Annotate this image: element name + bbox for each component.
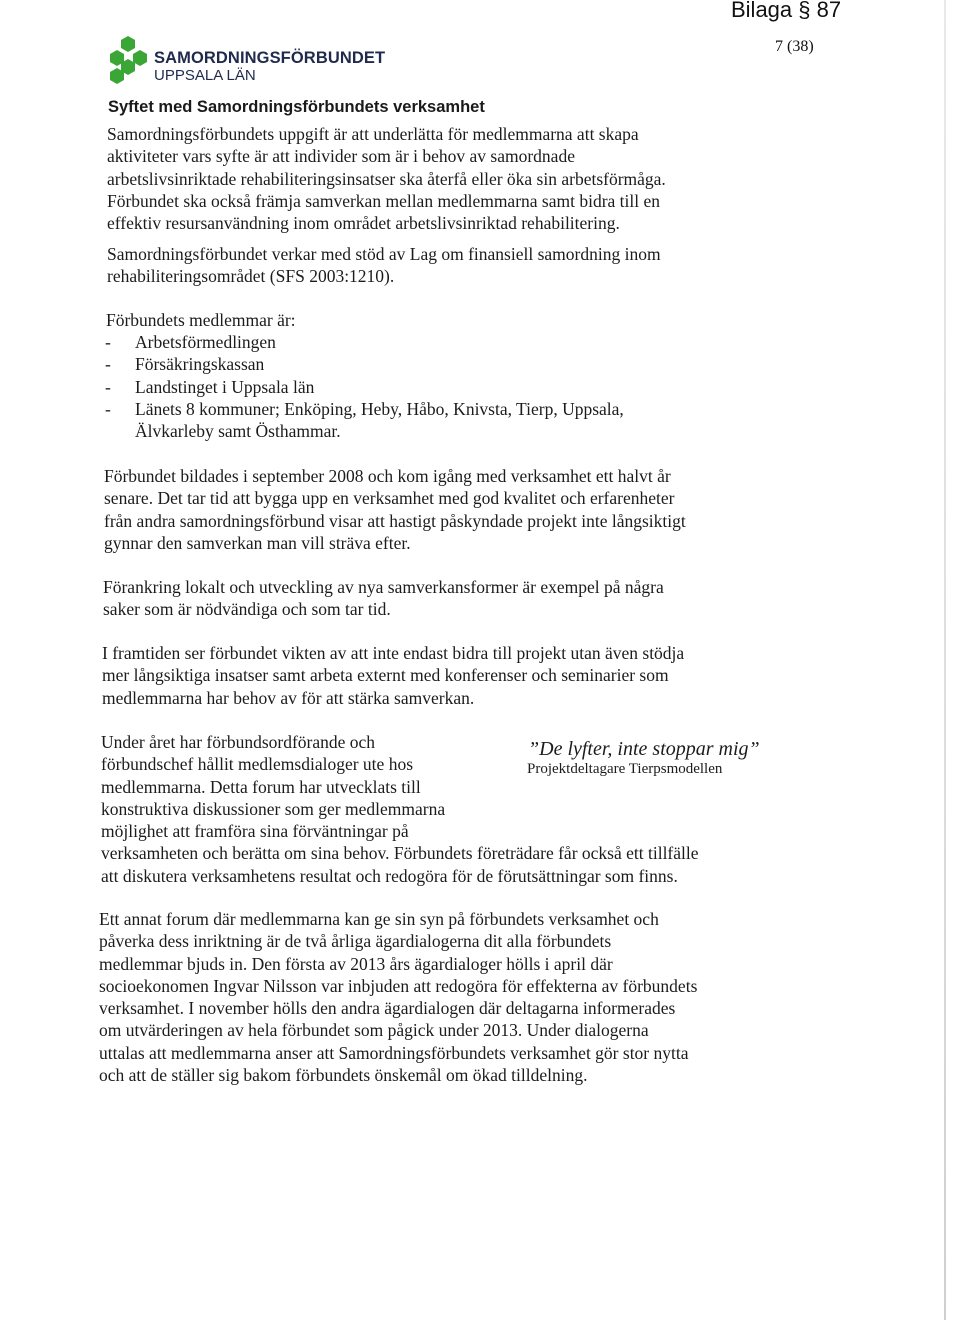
text-line: förbundschef hållit medlemsdialoger ute hos [101,754,414,775]
text-line: konstruktiva diskussioner som ger medlemmarna [101,798,446,819]
text-line: Förbundet bildades i september 2008 och kom igång med verksamhet ett halvt år [104,466,671,486]
members-intro [106,309,296,331]
paragraph-founding [104,465,686,554]
page-number: 7 (38) [775,38,814,55]
list-item: - Försäkringskassan [105,354,265,375]
org-logo [108,34,408,86]
page-edge [944,0,946,1320]
paragraph-future [102,642,684,709]
list-item: - Arbetsförmedlingen [105,332,276,352]
text-line: arbetslivsinriktade rehabiliteringsinsatser ska återfå eller öka sin arbetsförmåga. [107,168,666,189]
text-line: Förankring lokalt och utveckling av nya samverkansformer är exempel på några [103,577,664,597]
text-line: påverka dess inriktning är de två årliga ägardialogerna dit alla förbundets [99,931,612,952]
text-line: saker som är nödvändiga och som tar tid. [103,599,391,620]
bilaga-label: Bilaga § 87 [731,0,842,22]
paragraph-anchoring [103,576,664,621]
org-name: SAMORDNINGSFÖRBUNDET [154,49,386,67]
text-line: Förbundet ska också främja samverkan mellan medlemmarna samt bidra till en [107,190,661,211]
text-line: effektiv resursanvändning inom området arbetslivsinriktad rehabilitering. [107,213,620,234]
list-item: - Länets 8 kommuner; Enköping, Heby, Håbo, Knivsta, Tierp, Uppsala, Älvkarleby samt Östhammar. [105,398,624,442]
text-line: verksamhet. I november hölls den andra ägardialogen där deltagarna informerades [99,998,676,1019]
text-line: senare. Det tar tid att bygga upp en verksamhet med god kvalitet och erfarenheter [104,488,675,509]
paragraph-legal-basis [107,243,661,288]
text-line: gynnar den samverkan man vill sträva efter. [104,532,411,553]
text-line: att diskutera verksamhetens resultat och redogöra för de förutsättningar som finns. [101,865,678,886]
text-line: Ett annat forum där medlemmarna kan ge sin syn på förbundets verksamhet och [99,909,659,929]
text-line: aktiviteter vars syfte är att individer som är i behov av samordnade [107,146,575,167]
text-line: socioekonomen Ingvar Nilsson var inbjuden att redogöra för effekterna av förbundets [99,975,698,996]
text-line: verksamheten och berätta om sina behov. Förbundets företrädare får också ett tillfälle [101,843,699,864]
text-line: I framtiden ser förbundet vikten av att inte endast bidra till projekt utan även stödja [102,643,685,663]
text-line: mer långsiktiga insatser samt arbeta externt med konferenser och seminarier som [102,665,669,686]
text-line: Samordningsförbundet verkar med stöd av Lag om finansiell samordning inom [107,244,661,264]
pull-quote: ”De lyfter, inte stoppar mig” [528,738,760,760]
text-line: rehabiliteringsområdet (SFS 2003:1210). [107,266,395,287]
text-line: medlemmarna. Detta forum har utvecklats till [101,776,421,797]
text-line: medlemmarna har behov av för att stärka samverkan. [102,687,475,708]
section-heading: Syftet med Samordningsförbundets verksamhet [108,98,485,116]
text-line: medlemmar bjuds in. Den första av 2013 års ägardialoger hölls i april där [99,953,613,974]
members-list [105,331,624,442]
list-item: - Landstinget i Uppsala län [105,376,315,397]
text-line: om utvärderingen av hela förbundet som pågick under 2013. Under dialogerna [99,1020,649,1041]
text-line: uttalas att medlemmarna anser att Samordningsförbundets verksamhet gör stor nytta [99,1042,689,1063]
org-region: UPPSALA LÄN [154,67,256,84]
text-line: från andra samordningsförbund visar att hastigt påskyndade projekt inte långsiktigt [104,510,686,531]
paragraph-owner-dialogues [99,908,697,1086]
text-line: möjlighet att framföra sina förväntningar på [101,821,409,842]
pull-quote-source: Projektdeltagare Tierpsmodellen [527,761,723,777]
hexagon-cluster-icon [108,34,150,84]
text-line: Under året har förbundsordförande och [101,732,376,752]
paragraph-purpose [107,123,666,234]
text-line: Förbundets medlemmar är: [106,310,296,330]
text-line: och att de ställer sig bakom förbundets önskemål om ökad tilldelning. [99,1065,588,1086]
text-line: Samordningsförbundets uppgift är att underlätta för medlemmarna att skapa [107,124,639,144]
